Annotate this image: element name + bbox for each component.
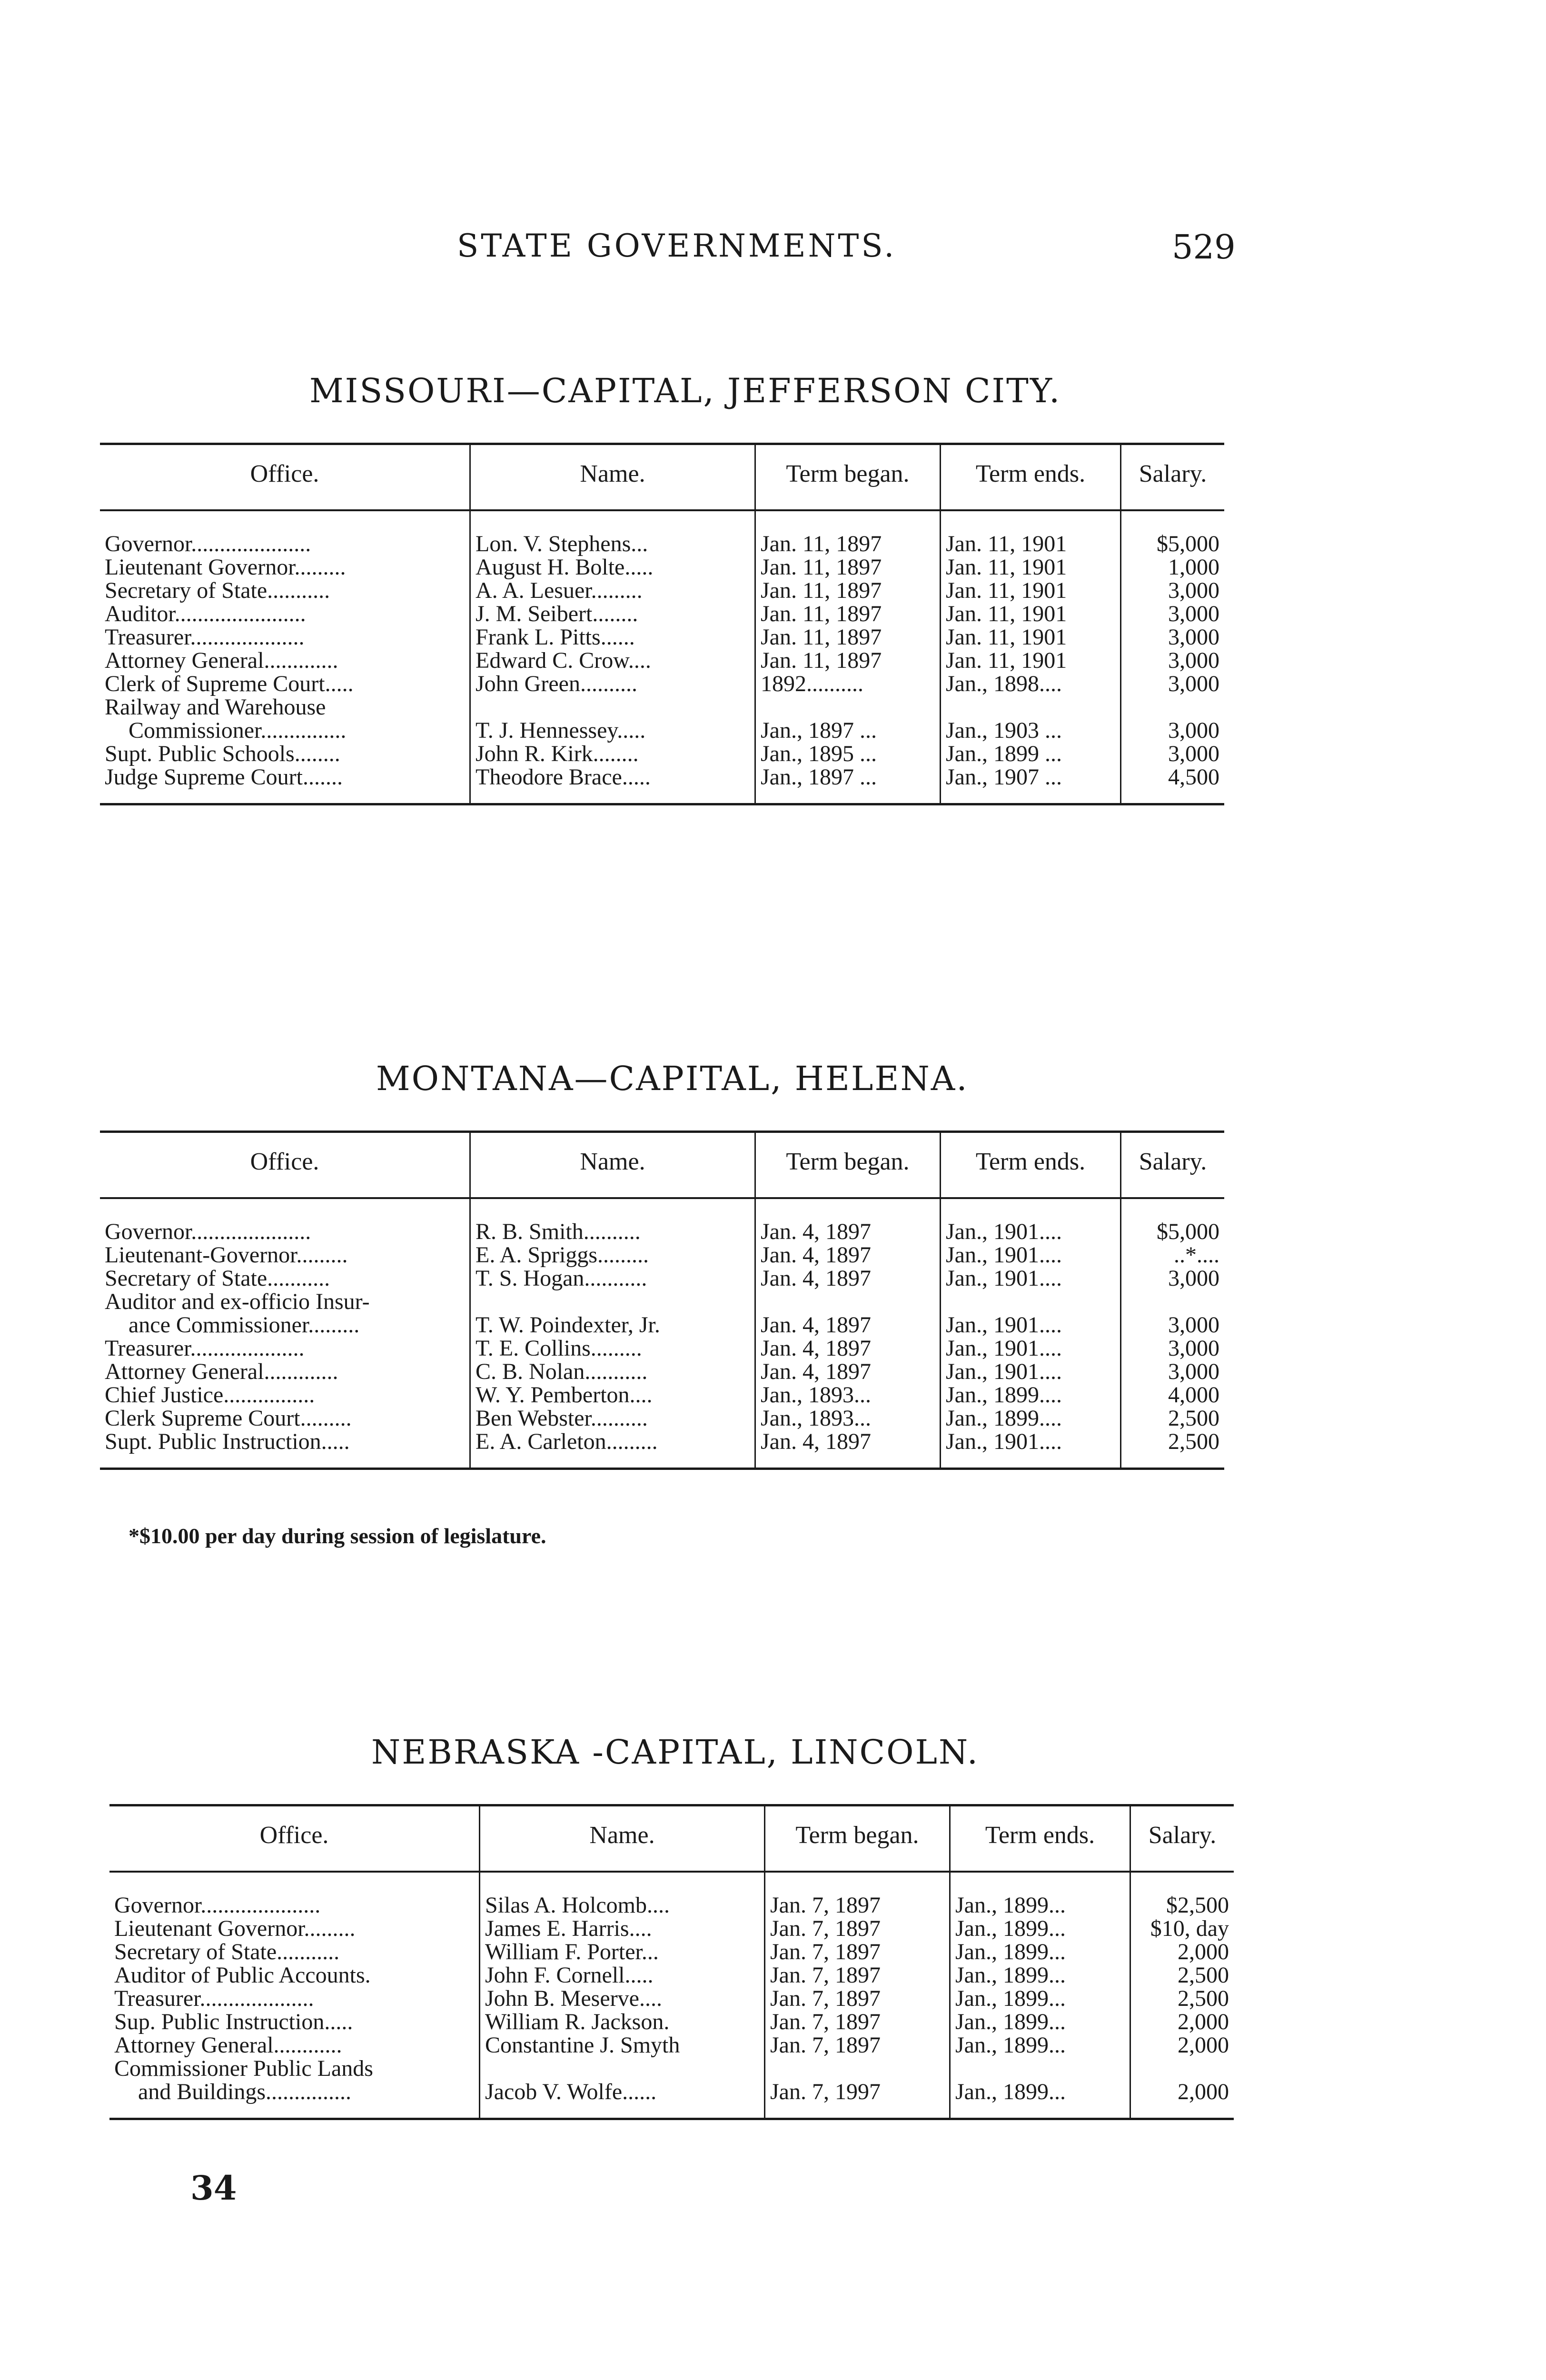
table-header-row bbox=[100, 444, 1224, 511]
cell-began: Jan. 4, 1897 bbox=[755, 1243, 941, 1267]
nebraska-table bbox=[109, 1804, 1234, 2120]
spacer-cell bbox=[941, 1198, 1121, 1220]
col-office-header: Office. bbox=[100, 1132, 470, 1199]
spacer-cell bbox=[100, 1198, 470, 1220]
spacer-cell bbox=[480, 1872, 765, 1894]
nebraska-title: NEBRASKA -CAPITAL, LINCOLN. bbox=[371, 1733, 980, 1772]
spacer-cell bbox=[470, 510, 755, 532]
cell-office: Treasurer.................... bbox=[105, 1336, 305, 1361]
table-row bbox=[109, 1964, 1234, 1987]
col-name-header: Name. bbox=[470, 1132, 755, 1199]
table-row bbox=[100, 1383, 1224, 1407]
table-header-row bbox=[100, 1132, 1224, 1199]
cell-office: Attorney General............ bbox=[114, 2033, 342, 2058]
montana-rows bbox=[100, 1198, 1224, 1469]
cell-name: C. B. Nolan........... bbox=[470, 1360, 755, 1383]
cell-name: Edward C. Crow.... bbox=[470, 649, 755, 672]
cell-salary: 3,000 bbox=[1121, 602, 1225, 625]
cell-name: John R. Kirk........ bbox=[470, 742, 755, 765]
col-name-header: Name. bbox=[480, 1805, 765, 1872]
cell-office: Auditor of Public Accounts. bbox=[114, 1963, 371, 1988]
cell-office: Governor..................... bbox=[105, 531, 311, 556]
cell-began: Jan. 4, 1897 bbox=[755, 1430, 941, 1469]
table-row bbox=[109, 2010, 1234, 2033]
col-term-began-header: Term began. bbox=[765, 1805, 950, 1872]
page-number: 529 bbox=[1172, 228, 1236, 267]
cell-began: Jan., 1897 ... bbox=[755, 765, 941, 804]
missouri-rows bbox=[100, 510, 1224, 804]
cell-began: Jan., 1895 ... bbox=[755, 742, 941, 765]
table-row bbox=[109, 1917, 1234, 1940]
col-term-ends-header: Term ends. bbox=[941, 444, 1121, 511]
cell-name: T. W. Poindexter, Jr. bbox=[470, 1313, 755, 1337]
table-row bbox=[100, 1290, 1224, 1313]
table-row bbox=[100, 1337, 1224, 1360]
cell-office: Secretary of State........... bbox=[114, 1939, 340, 1964]
table-row bbox=[100, 695, 1224, 719]
cell-office: Clerk of Supreme Court..... bbox=[105, 671, 354, 696]
cell-salary: 2,000 bbox=[1130, 2010, 1234, 2033]
cell-office: Treasurer.................... bbox=[105, 625, 305, 650]
cell-office: Chief Justice................ bbox=[105, 1382, 315, 1408]
cell-name: E. A. Spriggs......... bbox=[470, 1243, 755, 1267]
cell-ends: Jan., 1901.... bbox=[941, 1243, 1121, 1267]
cell-ends: Jan., 1901.... bbox=[941, 1313, 1121, 1337]
spacer-cell bbox=[765, 1872, 950, 1894]
col-office-header: Office. bbox=[100, 444, 470, 511]
cell-name: Ben Webster.......... bbox=[470, 1407, 755, 1430]
cell-ends: Jan., 1903 ... bbox=[941, 719, 1121, 742]
table-row bbox=[100, 625, 1224, 649]
cell-ends: Jan., 1901.... bbox=[941, 1337, 1121, 1360]
cell-salary: 3,000 bbox=[1121, 649, 1225, 672]
table-row bbox=[109, 1894, 1234, 1917]
col-term-ends-header: Term ends. bbox=[941, 1132, 1121, 1199]
table-row bbox=[100, 602, 1224, 625]
running-head: STATE GOVERNMENTS. bbox=[457, 228, 897, 264]
cell-office: Sup. Public Instruction..... bbox=[114, 2009, 353, 2034]
cell-office: Auditor and ex-officio Insur- bbox=[105, 1289, 370, 1314]
table-row bbox=[100, 1267, 1224, 1290]
cell-office: and Buildings............... bbox=[109, 2080, 480, 2119]
nebraska-rows bbox=[109, 1872, 1234, 2119]
cell-ends: Jan., 1899.... bbox=[941, 1407, 1121, 1430]
cell-name: T. E. Collins......... bbox=[470, 1337, 755, 1360]
table-row bbox=[100, 1313, 1224, 1337]
cell-salary bbox=[1121, 1290, 1225, 1313]
cell-salary: 2,500 bbox=[1130, 1964, 1234, 1987]
cell-office: Supt. Public Schools........ bbox=[105, 741, 340, 766]
table-row bbox=[100, 1407, 1224, 1430]
cell-ends: Jan., 1899... bbox=[950, 1940, 1130, 1964]
missouri-title: MISSOURI—CAPITAL, JEFFERSON CITY. bbox=[309, 371, 1061, 410]
cell-began: Jan. 7, 1897 bbox=[765, 1940, 950, 1964]
cell-name: Theodore Brace..... bbox=[470, 765, 755, 804]
table-row bbox=[100, 649, 1224, 672]
table-row bbox=[100, 672, 1224, 695]
table-row bbox=[100, 532, 1224, 555]
cell-salary: 3,000 bbox=[1121, 742, 1225, 765]
cell-office: Treasurer.................... bbox=[114, 1986, 314, 2011]
cell-ends bbox=[950, 2057, 1130, 2080]
cell-office: Lieutenant-Governor......... bbox=[105, 1242, 348, 1268]
cell-name bbox=[470, 695, 755, 719]
cell-salary: 2,000 bbox=[1130, 2080, 1234, 2119]
col-salary-header: Salary. bbox=[1130, 1805, 1234, 1872]
cell-office: Governor..................... bbox=[105, 1219, 311, 1244]
cell-ends: Jan., 1901.... bbox=[941, 1360, 1121, 1383]
cell-began bbox=[765, 2057, 950, 2080]
cell-ends: Jan., 1901.... bbox=[941, 1220, 1121, 1243]
table-row bbox=[100, 1430, 1224, 1469]
cell-salary: 2,000 bbox=[1130, 1940, 1234, 1964]
cell-began: 1892.......... bbox=[755, 672, 941, 695]
table-row bbox=[109, 2033, 1234, 2057]
cell-office: Secretary of State........... bbox=[105, 1266, 330, 1291]
cell-salary: 3,000 bbox=[1121, 579, 1225, 602]
cell-began: Jan. 11, 1897 bbox=[755, 532, 941, 555]
cell-office: Attorney General............. bbox=[105, 1359, 338, 1384]
cell-ends: Jan. 11, 1901 bbox=[941, 649, 1121, 672]
cell-began: Jan. 4, 1897 bbox=[755, 1267, 941, 1290]
col-salary-header: Salary. bbox=[1121, 444, 1225, 511]
cell-salary: 2,500 bbox=[1121, 1430, 1225, 1469]
cell-office: Railway and Warehouse bbox=[105, 694, 326, 720]
table-row bbox=[100, 765, 1224, 804]
spacer-cell bbox=[755, 510, 941, 532]
cell-ends: Jan., 1899... bbox=[950, 2010, 1130, 2033]
spacer-cell bbox=[100, 510, 470, 532]
table-row bbox=[109, 1940, 1234, 1964]
cell-name: W. Y. Pemberton.... bbox=[470, 1383, 755, 1407]
cell-name: John F. Cornell..... bbox=[480, 1964, 765, 1987]
spacer-cell bbox=[941, 510, 1121, 532]
cell-name: Constantine J. Smyth bbox=[480, 2033, 765, 2057]
col-term-ends-header: Term ends. bbox=[950, 1805, 1130, 1872]
table-header-row bbox=[109, 1805, 1234, 1872]
cell-ends: Jan. 11, 1901 bbox=[941, 555, 1121, 579]
cell-salary: 4,500 bbox=[1121, 765, 1225, 804]
cell-salary bbox=[1121, 695, 1225, 719]
cell-salary: 2,000 bbox=[1130, 2033, 1234, 2057]
cell-began: Jan. 4, 1897 bbox=[755, 1313, 941, 1337]
col-office-header: Office. bbox=[109, 1805, 480, 1872]
cell-office: Secretary of State........... bbox=[105, 578, 330, 603]
cell-salary: $10, day bbox=[1130, 1917, 1234, 1940]
cell-salary bbox=[1130, 2057, 1234, 2080]
table-row bbox=[100, 555, 1224, 579]
cell-salary: ..*.... bbox=[1121, 1243, 1225, 1267]
cell-began: Jan. 7, 1897 bbox=[765, 2033, 950, 2057]
spacer-row bbox=[109, 1872, 1234, 1894]
montana-title: MONTANA—CAPITAL, HELENA. bbox=[376, 1059, 969, 1098]
cell-salary: 1,000 bbox=[1121, 555, 1225, 579]
table-row bbox=[100, 1243, 1224, 1267]
spacer-cell bbox=[755, 1198, 941, 1220]
cell-began: Jan., 1897 ... bbox=[755, 719, 941, 742]
cell-began: Jan. 11, 1897 bbox=[755, 625, 941, 649]
cell-ends: Jan., 1907 ... bbox=[941, 765, 1121, 804]
cell-began: Jan. 11, 1897 bbox=[755, 602, 941, 625]
table-row bbox=[109, 2080, 1234, 2119]
cell-salary: $5,000 bbox=[1121, 532, 1225, 555]
cell-name bbox=[470, 1290, 755, 1313]
cell-began: Jan. 7, 1897 bbox=[765, 1917, 950, 1940]
cell-began: Jan. 11, 1897 bbox=[755, 555, 941, 579]
cell-ends: Jan., 1899.... bbox=[941, 1383, 1121, 1407]
cell-began: Jan. 4, 1897 bbox=[755, 1337, 941, 1360]
cell-salary: $5,000 bbox=[1121, 1220, 1225, 1243]
table-row bbox=[100, 719, 1224, 742]
cell-name: August H. Bolte..... bbox=[470, 555, 755, 579]
cell-began bbox=[755, 695, 941, 719]
spacer-cell bbox=[950, 1872, 1130, 1894]
col-salary-header: Salary. bbox=[1121, 1132, 1225, 1199]
cell-began: Jan. 4, 1897 bbox=[755, 1360, 941, 1383]
cell-name: Frank L. Pitts...... bbox=[470, 625, 755, 649]
cell-began: Jan. 7, 1997 bbox=[765, 2080, 950, 2119]
cell-name: John Green.......... bbox=[470, 672, 755, 695]
cell-salary: 3,000 bbox=[1121, 1337, 1225, 1360]
cell-ends: Jan., 1899... bbox=[950, 1894, 1130, 1917]
cell-ends: Jan., 1899 ... bbox=[941, 742, 1121, 765]
cell-salary: 2,500 bbox=[1121, 1407, 1225, 1430]
cell-ends: Jan., 1901.... bbox=[941, 1430, 1121, 1469]
spacer-cell bbox=[1121, 510, 1225, 532]
cell-name: J. M. Seibert........ bbox=[470, 602, 755, 625]
cell-salary: 3,000 bbox=[1121, 625, 1225, 649]
cell-office: Lieutenant Governor......... bbox=[114, 1916, 356, 1941]
spacer-cell bbox=[1121, 1198, 1225, 1220]
cell-salary: 2,500 bbox=[1130, 1987, 1234, 2010]
cell-ends: Jan., 1901.... bbox=[941, 1267, 1121, 1290]
spacer-row bbox=[100, 510, 1224, 532]
cell-name: James E. Harris.... bbox=[480, 1917, 765, 1940]
cell-ends: Jan. 11, 1901 bbox=[941, 602, 1121, 625]
cell-name: T. S. Hogan........... bbox=[470, 1267, 755, 1290]
spacer-cell bbox=[109, 1872, 480, 1894]
cell-began bbox=[755, 1290, 941, 1313]
cell-office: Attorney General............. bbox=[105, 648, 338, 673]
cell-name: R. B. Smith.......... bbox=[470, 1220, 755, 1243]
cell-began: Jan. 7, 1897 bbox=[765, 1987, 950, 2010]
cell-ends: Jan. 11, 1901 bbox=[941, 579, 1121, 602]
cell-began: Jan., 1893... bbox=[755, 1383, 941, 1407]
cell-office: Commissioner............... bbox=[129, 718, 347, 743]
cell-salary: 3,000 bbox=[1121, 719, 1225, 742]
table-row bbox=[100, 1360, 1224, 1383]
col-term-began-header: Term began. bbox=[755, 444, 941, 511]
cell-office: ance Commissioner......... bbox=[129, 1312, 360, 1338]
spacer-cell bbox=[1130, 1872, 1234, 1894]
cell-ends: Jan. 11, 1901 bbox=[941, 532, 1121, 555]
cell-name: William F. Porter... bbox=[480, 1940, 765, 1964]
spacer-cell bbox=[470, 1198, 755, 1220]
col-term-began-header: Term began. bbox=[755, 1132, 941, 1199]
cell-salary: 3,000 bbox=[1121, 1267, 1225, 1290]
cell-name: William R. Jackson. bbox=[480, 2010, 765, 2033]
cell-office: Commissioner Public Lands bbox=[114, 2056, 373, 2081]
cell-office: Auditor....................... bbox=[105, 601, 306, 626]
cell-name: A. A. Lesuer......... bbox=[470, 579, 755, 602]
cell-name: Silas A. Holcomb.... bbox=[480, 1894, 765, 1917]
cell-name: Jacob V. Wolfe...... bbox=[480, 2080, 765, 2119]
cell-salary: 3,000 bbox=[1121, 1313, 1225, 1337]
cell-began: Jan. 7, 1897 bbox=[765, 2010, 950, 2033]
signature-mark: 34 bbox=[190, 2168, 237, 2208]
table-row bbox=[109, 1987, 1234, 2010]
cell-name: T. J. Hennessey..... bbox=[470, 719, 755, 742]
cell-began: Jan. 7, 1897 bbox=[765, 1964, 950, 1987]
cell-ends: Jan., 1898.... bbox=[941, 672, 1121, 695]
cell-office: Judge Supreme Court....... bbox=[100, 765, 470, 804]
cell-ends: Jan., 1899... bbox=[950, 2080, 1130, 2119]
cell-salary: 3,000 bbox=[1121, 672, 1225, 695]
cell-office: Lieutenant Governor......... bbox=[105, 555, 346, 580]
cell-office: Governor..................... bbox=[114, 1893, 321, 1918]
cell-ends bbox=[941, 1290, 1121, 1313]
cell-ends: Jan., 1899... bbox=[950, 1987, 1130, 2010]
missouri-table bbox=[100, 443, 1224, 805]
cell-name: Lon. V. Stephens... bbox=[470, 532, 755, 555]
cell-ends: Jan., 1899... bbox=[950, 2033, 1130, 2057]
cell-ends bbox=[941, 695, 1121, 719]
cell-began: Jan. 11, 1897 bbox=[755, 579, 941, 602]
table-row bbox=[100, 1220, 1224, 1243]
cell-salary: 4,000 bbox=[1121, 1383, 1225, 1407]
cell-salary: $2,500 bbox=[1130, 1894, 1234, 1917]
cell-began: Jan., 1893... bbox=[755, 1407, 941, 1430]
col-name-header: Name. bbox=[470, 444, 755, 511]
cell-began: Jan. 7, 1897 bbox=[765, 1894, 950, 1917]
cell-ends: Jan., 1899... bbox=[950, 1917, 1130, 1940]
cell-ends: Jan., 1899... bbox=[950, 1964, 1130, 1987]
spacer-row bbox=[100, 1198, 1224, 1220]
cell-name: E. A. Carleton......... bbox=[470, 1430, 755, 1469]
montana-footnote: *$10.00 per day during session of legislature. bbox=[129, 1524, 546, 1548]
table-row bbox=[100, 579, 1224, 602]
cell-ends: Jan. 11, 1901 bbox=[941, 625, 1121, 649]
cell-name: John B. Meserve.... bbox=[480, 1987, 765, 2010]
montana-table bbox=[100, 1130, 1224, 1470]
cell-began: Jan. 4, 1897 bbox=[755, 1220, 941, 1243]
cell-name bbox=[480, 2057, 765, 2080]
cell-began: Jan. 11, 1897 bbox=[755, 649, 941, 672]
table-row bbox=[109, 2057, 1234, 2080]
cell-salary: 3,000 bbox=[1121, 1360, 1225, 1383]
cell-office: Supt. Public Instruction..... bbox=[100, 1430, 470, 1469]
cell-office: Clerk Supreme Court......... bbox=[105, 1406, 352, 1431]
table-row bbox=[100, 742, 1224, 765]
